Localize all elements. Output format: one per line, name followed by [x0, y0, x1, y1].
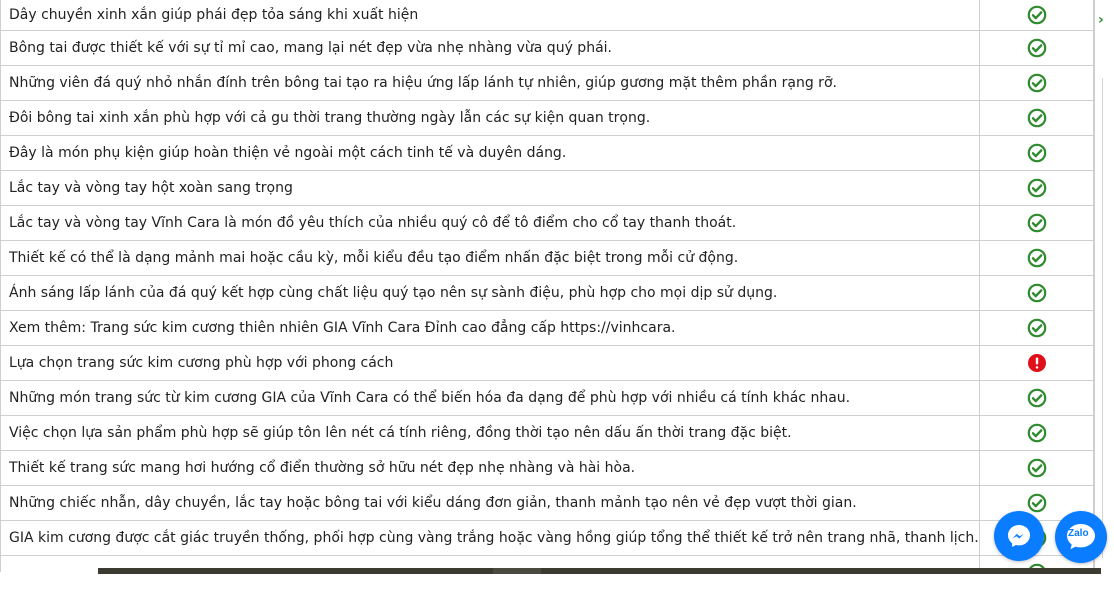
row-text: Những món trang sức từ kim cương GIA của Vĩnh Cara có thể biến hóa đa dạng để phù hợp với nhiều cá tính khác nhau. [1, 381, 980, 416]
zalo-label: Zalo [1068, 528, 1089, 539]
table-row [1, 31, 1094, 66]
check-circle-icon [1027, 248, 1047, 268]
table-row [1, 136, 1094, 171]
row-text: Đôi bông tai xinh xắn phù hợp với cả gu thời trang thường ngày lẫn các sự kiện quan trọng. [1, 101, 980, 136]
table-row [1, 206, 1094, 241]
row-text: Thiết kế trang sức mang hơi hướng cổ điển thường sở hữu nét đẹp nhẹ nhàng và hài hòa. [1, 451, 980, 486]
check-circle-icon [1027, 38, 1047, 58]
check-circle-icon [1027, 458, 1047, 478]
row-text: GIA kim cương được cắt giác truyền thống, phối hợp cùng vàng trắng hoặc vàng hồng giúp tổng thể thiết kế trở nên trang nhã, thanh lịch. [1, 521, 980, 556]
exclamation-circle-icon [1027, 353, 1047, 373]
row-status [980, 31, 1094, 66]
row-status [980, 451, 1094, 486]
right-gutter [1095, 0, 1114, 572]
check-circle-icon [1027, 388, 1047, 408]
row-text: Dây chuyền xinh xắn giúp phái đẹp tỏa sáng khi xuất hiện [1, 0, 980, 31]
zalo-chat-button[interactable] [1055, 511, 1107, 563]
table-row [1, 101, 1094, 136]
table-row [1, 521, 1094, 556]
row-text: Những viên đá quý nhỏ nhắn đính trên bông tai tạo ra hiệu ứng lấp lánh tự nhiên, giúp gương mặt thêm phần rạng rỡ. [1, 66, 980, 101]
messenger-chat-button[interactable] [994, 511, 1044, 561]
row-status [980, 416, 1094, 451]
row-text: Việc chọn lựa sản phẩm phù hợp sẽ giúp tôn lên nét cá tính riêng, đồng thời tạo nên dấu ấn thời trang đặc biệt. [1, 416, 980, 451]
table-row [1, 311, 1094, 346]
table-row [1, 66, 1094, 101]
row-text: Bông tai được thiết kế với sự tỉ mỉ cao, mang lại nét đẹp vừa nhẹ nhàng vừa quý phái. [1, 31, 980, 66]
check-circle-icon [1027, 73, 1047, 93]
table-row [1, 0, 1094, 31]
row-text: Đây là món phụ kiện giúp hoàn thiện vẻ ngoài một cách tinh tế và duyên dáng. [1, 136, 980, 171]
table-row [1, 416, 1094, 451]
table-row [1, 171, 1094, 206]
check-circle-icon [1027, 108, 1047, 128]
messenger-icon [1005, 522, 1033, 550]
horizontal-scrollbar[interactable] [98, 568, 1101, 574]
table-row [1, 346, 1094, 381]
gutter-divider [1102, 78, 1103, 558]
check-circle-icon [1027, 5, 1047, 25]
row-text: Thiết kế có thể là dạng mảnh mai hoặc cầu kỳ, mỗi kiểu đều tạo điểm nhấn đặc biệt trong mỗi cử động. [1, 241, 980, 276]
row-text: Ánh sáng lấp lánh của đá quý kết hợp cùng chất liệu quý tạo nên sự sành điệu, phù hợp cho mọi dịp sử dụng. [1, 276, 980, 311]
table-row [1, 276, 1094, 311]
table-row [1, 241, 1094, 276]
check-circle-icon [1027, 493, 1047, 513]
table-row [1, 381, 1094, 416]
table-row [1, 486, 1094, 521]
row-status [980, 171, 1094, 206]
check-circle-icon [1027, 178, 1047, 198]
check-circle-icon [1027, 423, 1047, 443]
row-status [980, 311, 1094, 346]
row-status [980, 0, 1094, 31]
row-status [980, 346, 1094, 381]
row-text: Xem thêm: Trang sức kim cương thiên nhiên GIA Vĩnh Cara Đỉnh cao đẳng cấp https://vinhcara. [1, 311, 980, 346]
row-status [980, 66, 1094, 101]
row-status [980, 206, 1094, 241]
row-text: Lắc tay và vòng tay Vĩnh Cara là món đồ yêu thích của nhiều quý cô để tô điểm cho cổ tay thanh thoát. [1, 206, 980, 241]
row-text: Những chiếc nhẫn, dây chuyền, lắc tay hoặc bông tai với kiểu dáng đơn giản, thanh mảnh tạo nên vẻ đẹp vượt thời gian. [1, 486, 980, 521]
row-status [980, 241, 1094, 276]
check-circle-icon [1027, 213, 1047, 233]
check-circle-icon [1027, 143, 1047, 163]
row-text: Lựa chọn trang sức kim cương phù hợp với phong cách [1, 346, 980, 381]
scrollbar-thumb[interactable] [493, 568, 541, 574]
row-status [980, 101, 1094, 136]
check-circle-icon [1027, 318, 1047, 338]
row-status [980, 136, 1094, 171]
row-text: Lắc tay và vòng tay hột xoàn sang trọng [1, 171, 980, 206]
row-status [980, 276, 1094, 311]
row-status [980, 381, 1094, 416]
table-row [1, 451, 1094, 486]
check-circle-icon [1027, 283, 1047, 303]
table-body [1, 0, 1094, 572]
chevron-right-icon[interactable]: › [1098, 12, 1104, 28]
page-bottom-area [0, 574, 1114, 600]
